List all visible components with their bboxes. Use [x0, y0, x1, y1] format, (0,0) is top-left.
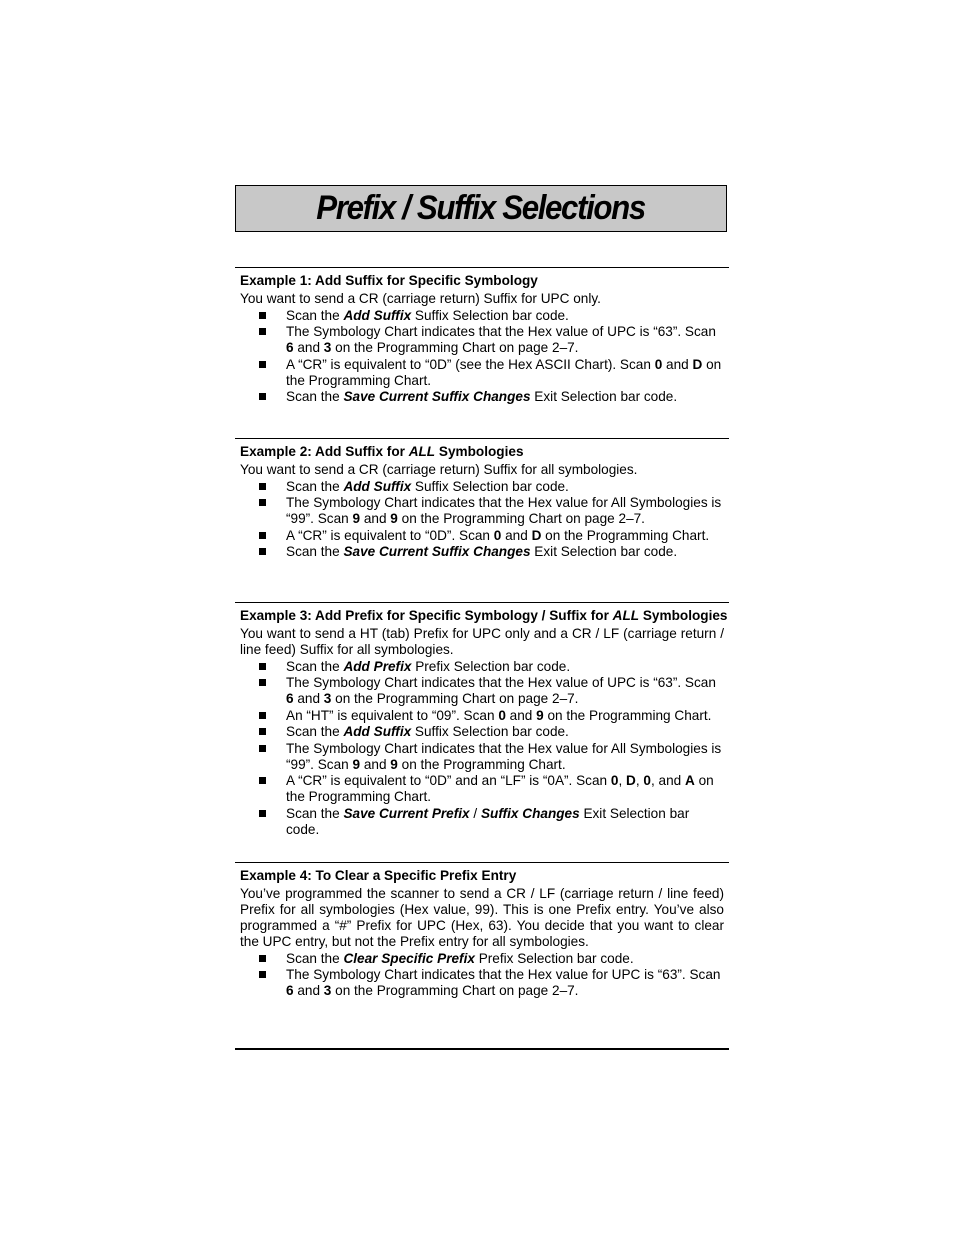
- square-bullet-icon: [259, 312, 266, 319]
- square-bullet-icon: [259, 728, 266, 735]
- example-section: [235, 267, 729, 405]
- example-intro: You want to send a HT (tab) Prefix for UPC only and a CR / LF (carriage return / line feed) Suffix for all symbologies.: [240, 626, 724, 657]
- example-section: [235, 602, 729, 838]
- step-text: The Symbology Chart indicates that the Hex value for All Symbologies is “99”. Scan 9 and 9 on the Programming Chart on page 2–7.: [286, 495, 722, 526]
- page-title: Prefix / Suffix Selections: [316, 189, 646, 227]
- square-bullet-icon: [259, 328, 266, 335]
- step-item: [235, 479, 729, 495]
- step-item: [235, 544, 729, 560]
- step-list: [235, 308, 729, 406]
- square-bullet-icon: [259, 777, 266, 784]
- square-bullet-icon: [259, 532, 266, 539]
- example-intro: You want to send a CR (carriage return) Suffix for all symbologies.: [240, 462, 638, 477]
- title-box: [235, 185, 727, 232]
- square-bullet-icon: [259, 745, 266, 752]
- example-section: [235, 862, 729, 999]
- step-text: Scan the Add Suffix Suffix Selection bar code.: [286, 307, 569, 323]
- example-intro: You’ve programmed the scanner to send a CR / LF (carriage return / line feed) Prefix for all symbologies (Hex value, 99). This is one Prefix entry. You’ve also programmed a “#” Prefix for UPC (Hex, 63). You decide that you want to clear the UPC entry, but not the Prefix entry for all symbologies.: [240, 886, 724, 949]
- square-bullet-icon: [259, 548, 266, 555]
- step-text: Scan the Save Current Prefix / Suffix Changes Exit Selection bar code.: [286, 805, 690, 837]
- step-text: Scan the Save Current Suffix Changes Exit Selection bar code.: [286, 544, 678, 559]
- step-text: An “HT” is equivalent to “09”. Scan 0 and 9 on the Programming Chart.: [286, 707, 712, 723]
- step-item: [235, 528, 729, 544]
- example-heading: Example 4: To Clear a Specific Prefix Entry: [240, 868, 517, 883]
- step-item: [235, 389, 729, 405]
- step-item: [235, 708, 729, 724]
- step-list: [235, 659, 729, 838]
- square-bullet-icon: [259, 955, 266, 962]
- square-bullet-icon: [259, 393, 266, 400]
- step-text: Scan the Add Suffix Suffix Selection bar code.: [286, 478, 569, 494]
- square-bullet-icon: [259, 483, 266, 490]
- bottom-rule: [235, 1048, 729, 1050]
- step-item: [235, 773, 729, 805]
- step-text: A “CR” is equivalent to “0D”. Scan 0 and D on the Programming Chart.: [286, 527, 710, 543]
- step-item: [235, 741, 729, 773]
- step-item: [235, 724, 729, 740]
- square-bullet-icon: [259, 971, 266, 978]
- step-item: [235, 495, 729, 527]
- step-text: The Symbology Chart indicates that the Hex value of UPC is “63”. Scan 6 and 3 on the Programming Chart on page 2–7.: [286, 324, 716, 355]
- step-item: [235, 357, 729, 389]
- step-item: [235, 308, 729, 324]
- step-text: Scan the Add Prefix Prefix Selection bar code.: [286, 658, 571, 674]
- step-item: [235, 659, 729, 675]
- step-item: [235, 951, 729, 967]
- example-intro: You want to send a CR (carriage return) Suffix for UPC only.: [240, 291, 601, 306]
- example-heading: Example 2: Add Suffix for ALL Symbologies: [240, 444, 524, 459]
- step-item: [235, 806, 729, 838]
- step-text: Scan the Add Suffix Suffix Selection bar code.: [286, 724, 569, 739]
- square-bullet-icon: [259, 361, 266, 368]
- step-item: [235, 324, 729, 356]
- step-list: [235, 479, 729, 561]
- example-heading: Example 3: Add Prefix for Specific Symbology / Suffix for ALL Symbologies: [240, 608, 728, 623]
- step-text: The Symbology Chart indicates that the Hex value for All Symbologies is “99”. Scan 9 and 9 on the Programming Chart.: [286, 740, 722, 772]
- square-bullet-icon: [259, 810, 266, 817]
- step-item: [235, 675, 729, 707]
- step-text: A “CR” is equivalent to “0D” (see the Hex ASCII Chart). Scan 0 and D on the Programming Chart.: [286, 356, 722, 388]
- square-bullet-icon: [259, 679, 266, 686]
- step-text: The Symbology Chart indicates that the Hex value of UPC is “63”. Scan 6 and 3 on the Programming Chart on page 2–7.: [286, 675, 716, 706]
- step-text: Scan the Clear Specific Prefix Prefix Selection bar code.: [286, 950, 634, 966]
- step-text: A “CR” is equivalent to “0D” and an “LF” is “0A”. Scan 0, D, 0, and A on the Programming Chart.: [286, 773, 714, 804]
- example-heading: Example 1: Add Suffix for Specific Symbology: [240, 273, 538, 288]
- square-bullet-icon: [259, 712, 266, 719]
- step-item: [235, 967, 729, 999]
- square-bullet-icon: [259, 499, 266, 506]
- step-text: Scan the Save Current Suffix Changes Exit Selection bar code.: [286, 389, 678, 404]
- step-text: The Symbology Chart indicates that the Hex value for UPC is “63”. Scan 6 and 3 on the Programming Chart on page 2–7.: [286, 967, 721, 998]
- example-section: [235, 438, 729, 560]
- step-list: [235, 951, 729, 1000]
- square-bullet-icon: [259, 663, 266, 670]
